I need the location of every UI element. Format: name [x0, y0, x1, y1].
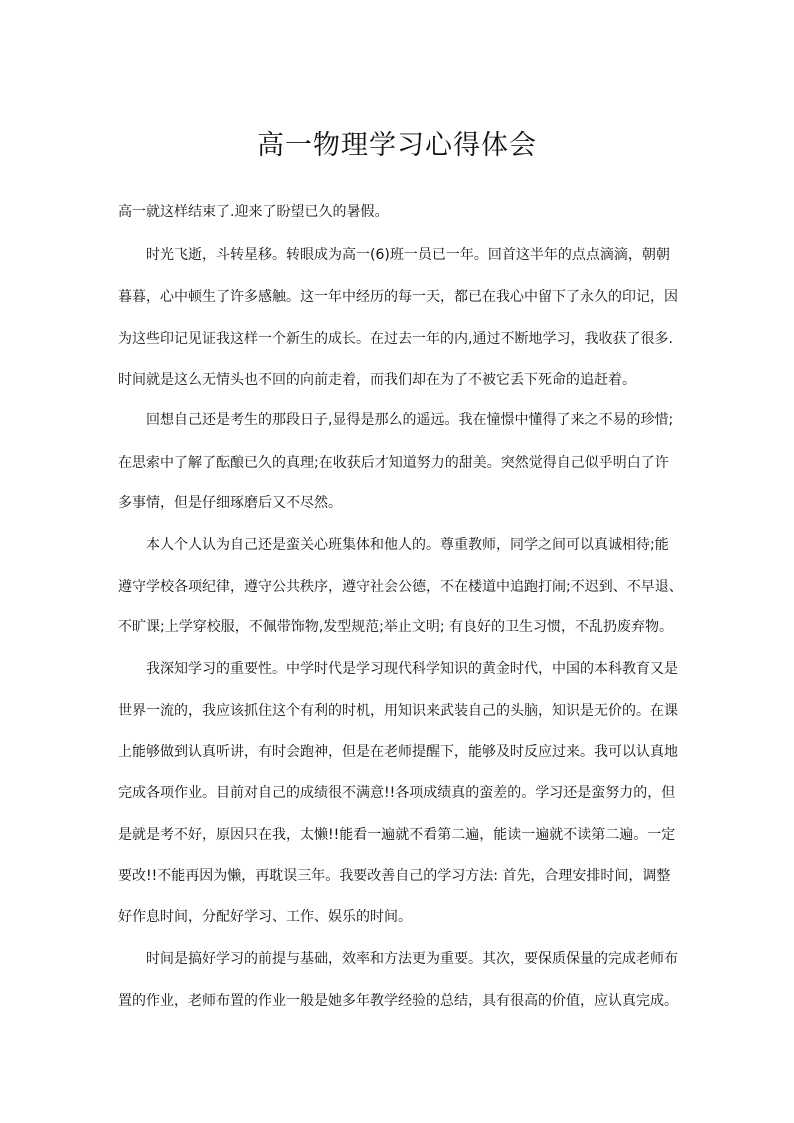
paragraph-line: 遵守学校各项纪律，遵守公共秩序，遵守社会公德，不在楼道中追跑打闹;不迟到、不早退、: [118, 579, 683, 595]
paragraph-line: 为这些印记见证我这样一个新生的成长。在过去一年的内,通过不断地学习，我收获了很多.: [118, 331, 673, 347]
paragraph-line: 上能够做到认真听讲，有时会跑神，但是在老师提醒下，能够及时反应过来。我可以认真地: [118, 744, 678, 760]
paragraph-line: 暮暮，心中顿生了许多感触。这一年中经历的每一天，都已在我心中留下了永久的印记，因: [118, 289, 678, 305]
paragraph-line: 我深知学习的重要性。中学时代是学习现代科学知识的黄金时代，中国的本科教育又是: [146, 661, 678, 677]
paragraph-line: 时间就是这么无情头也不回的向前走着，而我们却在为了不被它丢下死命的追赶着。: [118, 372, 636, 388]
page-title: 高一物理学习心得体会: [257, 130, 537, 161]
paragraph-line: 时光飞逝，斗转星移。转眼成为高一(6)班一员已一年。回首这半年的点点滴滴，朝朝: [146, 247, 670, 263]
paragraph-line: 回想自己还是考生的那段日子,显得是那么的遥远。我在憧憬中懂得了来之不易的珍惜;: [146, 412, 674, 428]
paragraph-line: 好作息时间，分配好学习、工作、娱乐的时间。: [118, 909, 412, 925]
paragraph-line: 时间是搞好学习的前提与基础，效率和方法更为重要。其次，要保质保量的完成老师布: [146, 951, 678, 967]
paragraph-line: 完成各项作业。目前对自己的成绩很不满意!!各项成绩真的蛮差的。学习还是蛮努力的，但: [118, 785, 676, 801]
paragraph-line: 要改!!不能再因为懒，再耽误三年。我要改善自己的学习方法: 首先，合理安排时间，调整: [118, 868, 671, 884]
paragraph-line: 置的作业，老师布置的作业一般是她多年教学经验的总结，具有很高的价值，应认真完成。: [118, 993, 678, 1009]
paragraph-line: 是就是考不好，原因只在我，太懒!!能看一遍就不看第二遍，能读一遍就不读第二遍。一定: [118, 827, 676, 843]
paragraph-line: 在思索中了解了酝酿已久的真理;在收获后才知道努力的甜美。突然觉得自己似乎明白了许: [118, 455, 669, 471]
paragraph-line: 本人个人认为自己还是蛮关心班集体和他人的。尊重教师，同学之间可以真诚相待;能: [146, 537, 669, 553]
paragraph-line: 多事情，但是仔细琢磨后又不尽然。: [118, 495, 342, 511]
paragraph-line: 高一就这样结束了.迎来了盼望已久的暑假。: [118, 204, 389, 220]
paragraph-line: 不旷课;上学穿校服，不佩带饰物,发型规范;举止文明; 有良好的卫生习惯，不乱扔废弃物。: [118, 619, 674, 635]
paragraph-line: 世界一流的，我应该抓住这个有利的时机，用知识来武装自己的头脑，知识是无价的。在课: [118, 703, 678, 719]
